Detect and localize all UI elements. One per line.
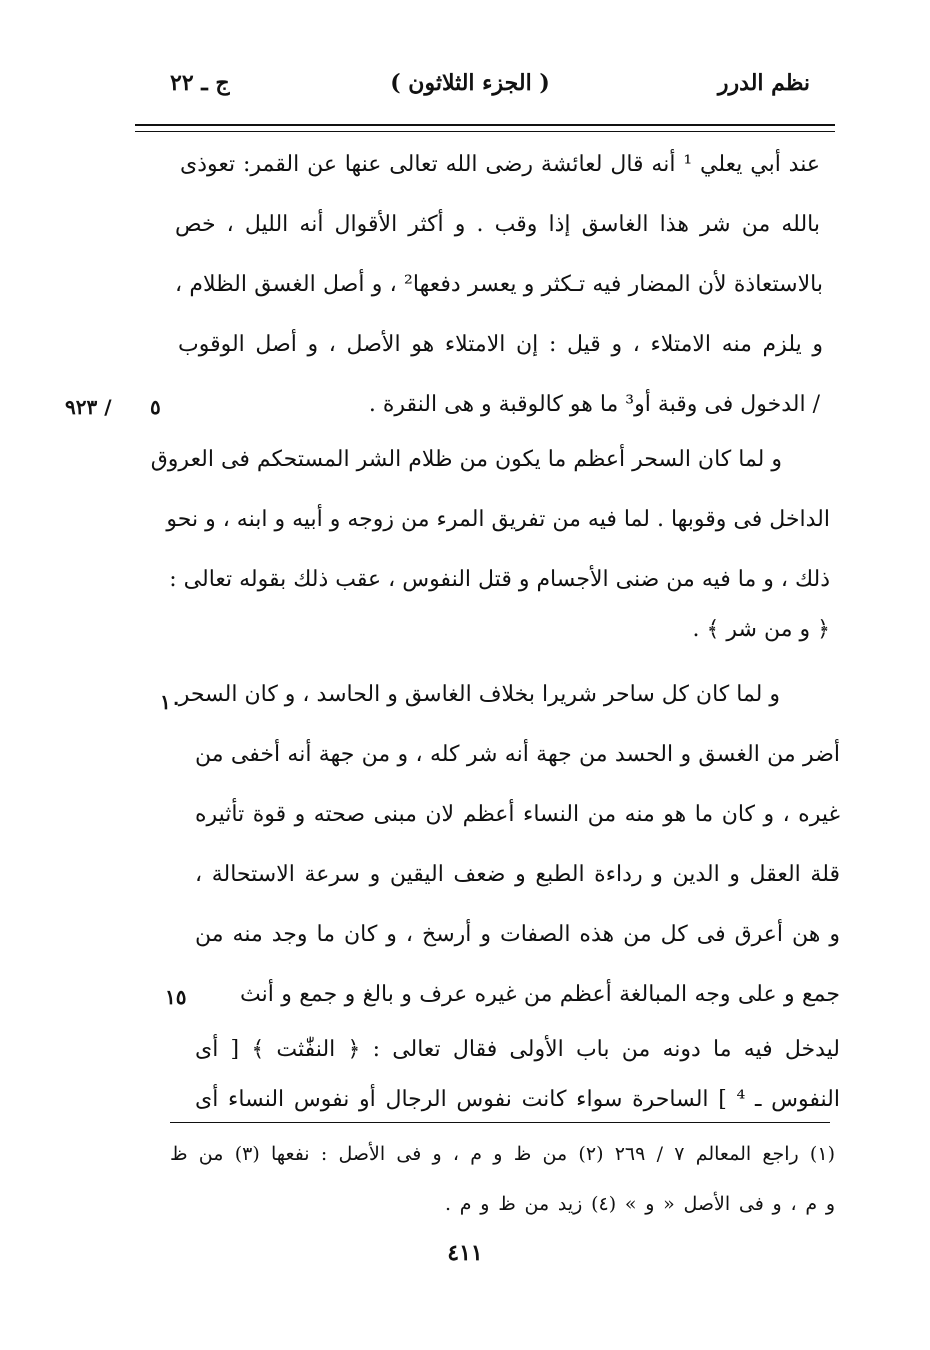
volume-number: ج ـ ٢٢: [170, 70, 230, 96]
text-line: ليدخل فيه ما دونه من باب الأولى فقال تعالى : ﴿ النفّٰثت ﴾ [ أى: [195, 1037, 840, 1062]
text-line: / الدخول فى وقبة أو³ ما هو كالوقبة و هى النقرة .: [368, 392, 820, 417]
text-line: الداخل فى وقوبها . لما فيه من تفريق المرء من زوجه و أبيه و ابنه ، و نحو: [166, 507, 830, 532]
text-line: ذلك ، و ما فيه من ضنى الأجسام و قتل النفوس ، عقب ذلك بقوله تعالى :: [169, 567, 830, 592]
line-number-15: ١٥: [165, 985, 187, 1009]
text-line: بالله من شر هذا الغاسق إذا وقب . و أكثر الأقوال أنه الليل ، خص: [175, 212, 820, 237]
page-number: ٤١١: [447, 1240, 483, 1266]
line-number-5: ٥: [150, 395, 161, 419]
text-line: النفوس ـ ⁴ ] الساحرة سواء كانت نفوس الرجال أو نفوس النساء أى: [195, 1087, 840, 1112]
footnote-line: و م ، و فى الأصل « و » (٤) زيد من ظ و م .: [445, 1193, 835, 1215]
text-line: جمع و على وجه المبالغة أعظم من غيره عرف و بالغ و جمع و أنث: [240, 982, 840, 1007]
header-rule-thick: [135, 124, 835, 126]
text-line: ﴿ و من شر ﴾ .: [692, 617, 830, 642]
text-line: قلة العقل و الدين و رداءة الطبع و ضعف اليقين و سرعة الاستحالة ،: [195, 862, 840, 887]
text-line: و لما كان السحر أعظم ما يكون من ظلام الشر المستحكم فى العروق: [150, 447, 782, 472]
footnote-rule: [170, 1122, 830, 1123]
text-line: و هن أعرق فى كل من هذه الصفات و أرسخ ، و كان ما وجد منه من: [195, 922, 840, 947]
text-line: غيره ، و كان ما هو منه من النساء أعظم لان مبنى صحته و قوة تأثيره: [195, 802, 840, 827]
line-number-10: ١٠: [160, 690, 182, 714]
running-header: [130, 70, 810, 110]
header-rule-thin: [135, 131, 835, 132]
text-line: أضر من الغسق و الحسد من جهة أنه شر كله ، و من جهة أنه أخفى من: [195, 742, 840, 767]
text-line: و لما كان كل ساحر شريرا بخلاف الغاسق و الحاسد ، و كان السحر: [178, 682, 780, 707]
text-line: عند أبي يعلي ¹ أنه قال لعائشة رضى الله تعالى عنها عن القمر: تعوذى: [180, 152, 820, 177]
footnote-line: (١) راجع المعالم ٧ / ٢٦٩ (٢) من ظ و م ، و فى الأصل : نفعها (٣) من ظ: [170, 1143, 835, 1165]
book-title: نظم الدرر: [717, 70, 810, 96]
reference-page-marker: ٩٢٣ /: [65, 395, 112, 419]
text-line: بالاستعاذة لأن المضار فيه تـكثر و يعسر دفعها² ، و أصل الغسق الظلام ،: [175, 272, 823, 297]
part-title: ( الجزء الثلاثون ): [390, 70, 550, 96]
text-line: و يلزم منه الامتلاء ، و قيل : إن الامتلاء هو الأصل ، و أصل الوقوب: [178, 332, 823, 357]
